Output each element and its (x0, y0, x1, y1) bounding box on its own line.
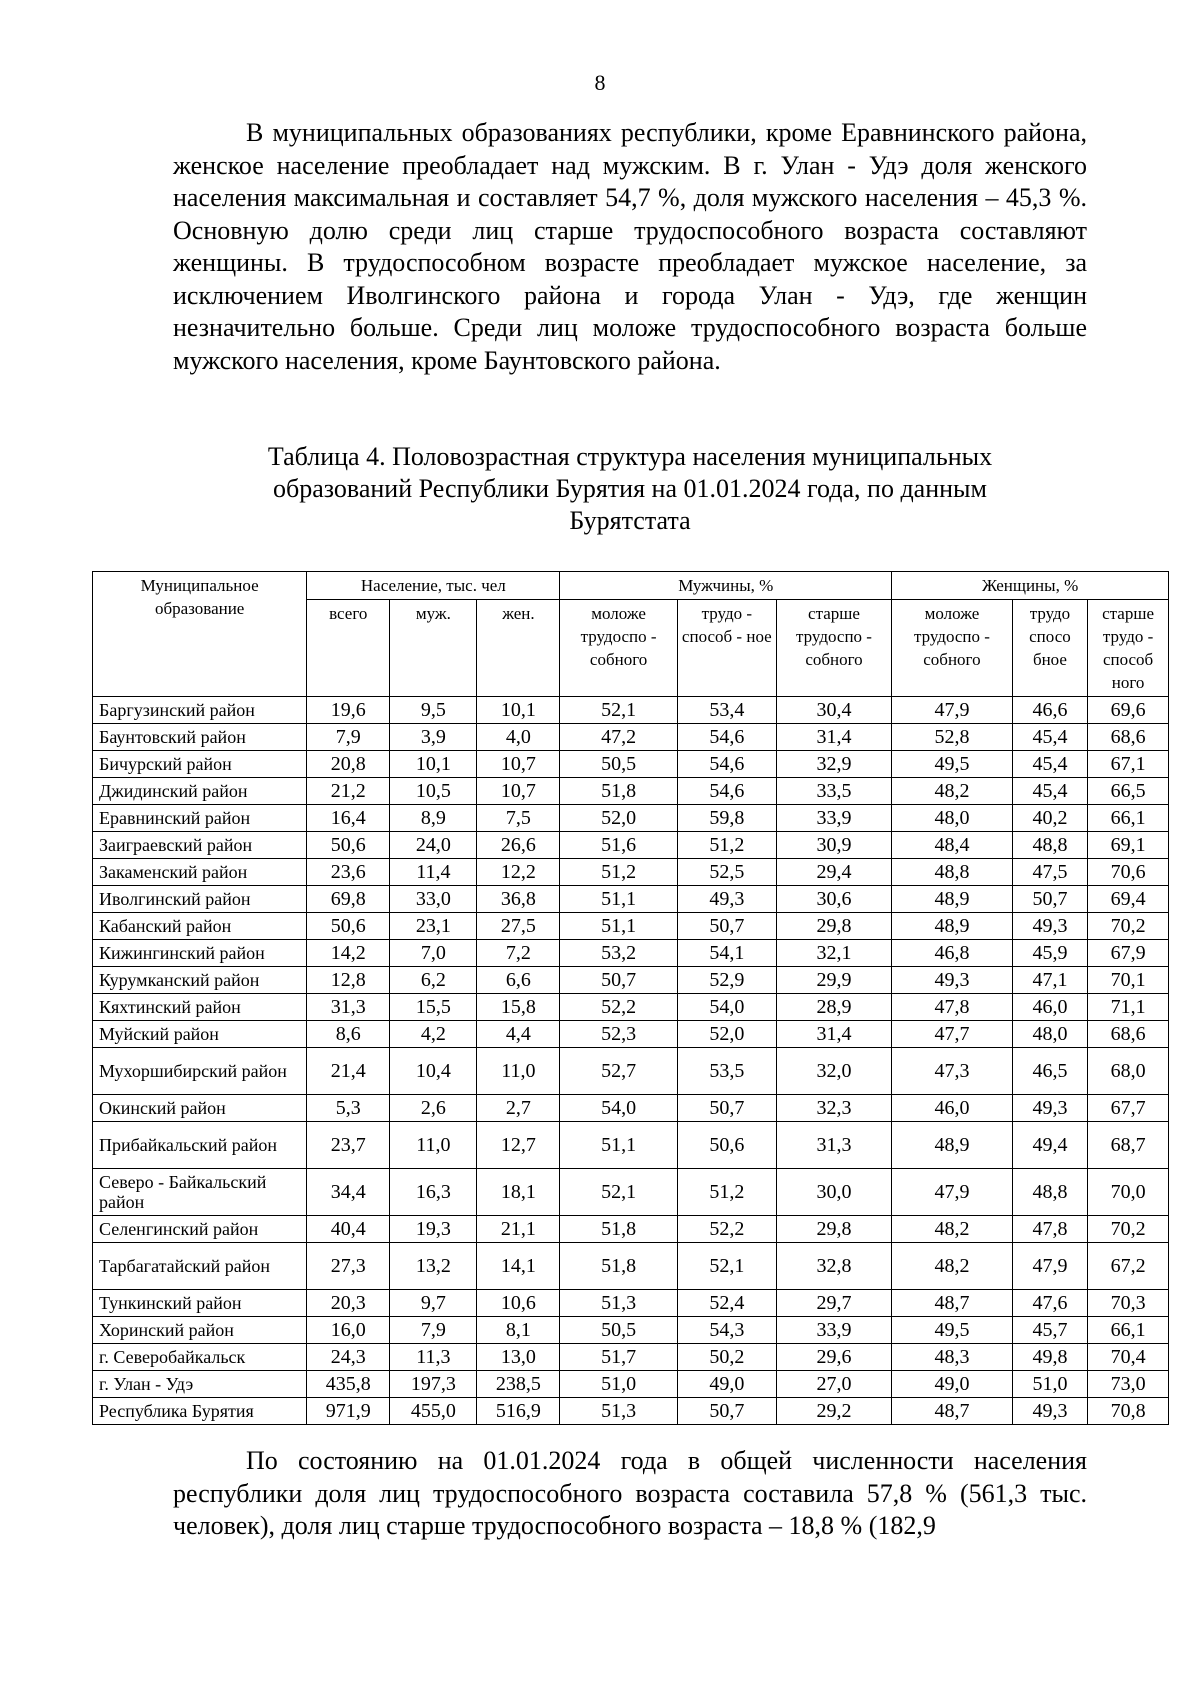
value-cell: 69,4 (1088, 886, 1169, 913)
value-cell: 49,3 (677, 886, 776, 913)
value-cell: 2,6 (390, 1095, 477, 1122)
value-cell: 52,1 (560, 1169, 677, 1216)
value-cell: 47,5 (1012, 859, 1087, 886)
value-cell: 10,7 (477, 778, 560, 805)
value-cell: 47,7 (892, 1021, 1013, 1048)
value-cell: 68,7 (1088, 1122, 1169, 1169)
value-cell: 28,9 (776, 994, 891, 1021)
value-cell: 51,8 (560, 778, 677, 805)
value-cell: 29,8 (776, 1216, 891, 1243)
value-cell: 11,4 (390, 859, 477, 886)
value-cell: 7,5 (477, 805, 560, 832)
value-cell: 8,9 (390, 805, 477, 832)
value-cell: 12,7 (477, 1122, 560, 1169)
municipality-name-cell: Баунтовский район (93, 724, 307, 751)
table-row (93, 1290, 1169, 1317)
value-cell: 52,7 (560, 1048, 677, 1095)
value-cell: 971,9 (307, 1398, 390, 1425)
value-cell: 6,6 (477, 967, 560, 994)
value-cell: 50,5 (560, 1317, 677, 1344)
municipality-name-cell: Курумканский район (93, 967, 307, 994)
value-cell: 29,6 (776, 1344, 891, 1371)
table-row (93, 1243, 1169, 1290)
value-cell: 51,6 (560, 832, 677, 859)
subheader-men-working: трудо - способ - ное (677, 600, 776, 697)
value-cell: 10,1 (390, 751, 477, 778)
value-cell: 51,8 (560, 1243, 677, 1290)
value-cell: 52,1 (677, 1243, 776, 1290)
table-row (93, 832, 1169, 859)
value-cell: 73,0 (1088, 1371, 1169, 1398)
value-cell: 68,0 (1088, 1048, 1169, 1095)
value-cell: 54,6 (677, 778, 776, 805)
value-cell: 40,4 (307, 1216, 390, 1243)
value-cell: 45,4 (1012, 751, 1087, 778)
value-cell: 24,3 (307, 1344, 390, 1371)
value-cell: 51,2 (560, 859, 677, 886)
value-cell: 45,4 (1012, 724, 1087, 751)
value-cell: 50,5 (560, 751, 677, 778)
value-cell: 48,7 (892, 1398, 1013, 1425)
value-cell: 455,0 (390, 1398, 477, 1425)
table-row (93, 1095, 1169, 1122)
subheader-women-young: моложе трудоспо - собного (892, 600, 1013, 697)
value-cell: 45,7 (1012, 1317, 1087, 1344)
value-cell: 51,3 (560, 1290, 677, 1317)
value-cell: 67,7 (1088, 1095, 1169, 1122)
municipality-name-cell: Республика Бурятия (93, 1398, 307, 1425)
table-row (93, 1371, 1169, 1398)
value-cell: 20,3 (307, 1290, 390, 1317)
value-cell: 23,7 (307, 1122, 390, 1169)
municipality-name-cell: Кабанский район (93, 913, 307, 940)
header-municipality: Муниципальное образование (93, 572, 307, 697)
value-cell: 49,8 (1012, 1344, 1087, 1371)
value-cell: 50,7 (677, 913, 776, 940)
value-cell: 33,5 (776, 778, 891, 805)
table-row (93, 1169, 1169, 1216)
table-row (93, 1398, 1169, 1425)
table-row (93, 1021, 1169, 1048)
municipality-name-cell: Северо - Байкальский район (93, 1169, 307, 1216)
value-cell: 52,2 (560, 994, 677, 1021)
value-cell: 54,6 (677, 751, 776, 778)
value-cell: 68,6 (1088, 1021, 1169, 1048)
value-cell: 70,4 (1088, 1344, 1169, 1371)
value-cell: 40,2 (1012, 805, 1087, 832)
value-cell: 52,8 (892, 724, 1013, 751)
value-cell: 13,2 (390, 1243, 477, 1290)
value-cell: 13,0 (477, 1344, 560, 1371)
subheader-female: жен. (477, 600, 560, 697)
municipality-name-cell: Иволгинский район (93, 886, 307, 913)
value-cell: 67,2 (1088, 1243, 1169, 1290)
value-cell: 70,2 (1088, 913, 1169, 940)
municipality-name-cell: Хоринский район (93, 1317, 307, 1344)
value-cell: 24,0 (390, 832, 477, 859)
value-cell: 51,8 (560, 1216, 677, 1243)
value-cell: 49,5 (892, 751, 1013, 778)
value-cell: 32,1 (776, 940, 891, 967)
value-cell: 47,8 (892, 994, 1013, 1021)
value-cell: 49,0 (892, 1371, 1013, 1398)
header-women: Женщины, % (892, 572, 1169, 600)
value-cell: 32,8 (776, 1243, 891, 1290)
value-cell: 516,9 (477, 1398, 560, 1425)
value-cell: 47,9 (1012, 1243, 1087, 1290)
value-cell: 30,0 (776, 1169, 891, 1216)
municipality-name-cell: Еравнинский район (93, 805, 307, 832)
value-cell: 52,5 (677, 859, 776, 886)
value-cell: 32,0 (776, 1048, 891, 1095)
value-cell: 48,7 (892, 1290, 1013, 1317)
municipality-name-cell: Заиграевский район (93, 832, 307, 859)
value-cell: 16,3 (390, 1169, 477, 1216)
value-cell: 51,0 (1012, 1371, 1087, 1398)
value-cell: 51,3 (560, 1398, 677, 1425)
value-cell: 7,0 (390, 940, 477, 967)
table-row (93, 967, 1169, 994)
table-row (93, 805, 1169, 832)
value-cell: 50,6 (307, 832, 390, 859)
value-cell: 45,9 (1012, 940, 1087, 967)
value-cell: 46,8 (892, 940, 1013, 967)
value-cell: 52,9 (677, 967, 776, 994)
header-population: Население, тыс. чел (307, 572, 560, 600)
value-cell: 7,2 (477, 940, 560, 967)
value-cell: 47,9 (892, 697, 1013, 724)
value-cell: 48,9 (892, 886, 1013, 913)
value-cell: 16,0 (307, 1317, 390, 1344)
value-cell: 8,1 (477, 1317, 560, 1344)
value-cell: 51,1 (560, 913, 677, 940)
value-cell: 19,3 (390, 1216, 477, 1243)
value-cell: 54,3 (677, 1317, 776, 1344)
header-men: Мужчины, % (560, 572, 892, 600)
subheader-men-young: моложе трудоспо - собного (560, 600, 677, 697)
value-cell: 70,2 (1088, 1216, 1169, 1243)
value-cell: 50,7 (677, 1095, 776, 1122)
value-cell: 197,3 (390, 1371, 477, 1398)
value-cell: 11,3 (390, 1344, 477, 1371)
value-cell: 70,8 (1088, 1398, 1169, 1425)
value-cell: 4,0 (477, 724, 560, 751)
value-cell: 10,5 (390, 778, 477, 805)
value-cell: 27,0 (776, 1371, 891, 1398)
value-cell: 27,3 (307, 1243, 390, 1290)
value-cell: 66,1 (1088, 805, 1169, 832)
value-cell: 33,0 (390, 886, 477, 913)
value-cell: 49,3 (1012, 913, 1087, 940)
table-row (93, 778, 1169, 805)
value-cell: 48,8 (892, 859, 1013, 886)
value-cell: 48,0 (892, 805, 1013, 832)
value-cell: 66,1 (1088, 1317, 1169, 1344)
table-row (93, 859, 1169, 886)
value-cell: 50,7 (677, 1398, 776, 1425)
value-cell: 33,9 (776, 805, 891, 832)
intro-paragraph: В муниципальных образованиях республики, кроме Еравнинского района, женское население преобладает над мужским. В г. Улан - Удэ доля женского населения максимальная и составляет 54,7 %, доля мужского населения – 45,3 %. Основную долю среди лиц старше трудоспособного возраста составляют женщины. В трудоспособном возрасте преобладает мужское население, за исключением Иволгинского района и города Улан - Удэ, где женщин незначительно больше. Среди лиц моложе трудоспособного возраста больше мужского населения, кроме Баунтовского района. (173, 118, 1087, 375)
value-cell: 51,1 (560, 886, 677, 913)
value-cell: 47,6 (1012, 1290, 1087, 1317)
value-cell: 48,9 (892, 1122, 1013, 1169)
table-caption (200, 441, 1060, 537)
value-cell: 53,5 (677, 1048, 776, 1095)
value-cell: 3,9 (390, 724, 477, 751)
value-cell: 48,2 (892, 1216, 1013, 1243)
value-cell: 8,6 (307, 1021, 390, 1048)
value-cell: 14,2 (307, 940, 390, 967)
value-cell: 36,8 (477, 886, 560, 913)
subheader-male: муж. (390, 600, 477, 697)
value-cell: 53,2 (560, 940, 677, 967)
value-cell: 27,5 (477, 913, 560, 940)
value-cell: 9,7 (390, 1290, 477, 1317)
value-cell: 54,0 (560, 1095, 677, 1122)
value-cell: 7,9 (390, 1317, 477, 1344)
value-cell: 31,4 (776, 724, 891, 751)
value-cell: 47,9 (892, 1169, 1013, 1216)
value-cell: 11,0 (477, 1048, 560, 1095)
value-cell: 15,5 (390, 994, 477, 1021)
value-cell: 49,4 (1012, 1122, 1087, 1169)
value-cell: 49,5 (892, 1317, 1013, 1344)
value-cell: 51,0 (560, 1371, 677, 1398)
value-cell: 29,7 (776, 1290, 891, 1317)
table-row (93, 697, 1169, 724)
value-cell: 34,4 (307, 1169, 390, 1216)
table-caption-line-2: образований Республики Бурятия на 01.01.2024 года, по данным (273, 474, 987, 503)
municipality-name-cell: Тарбагатайский район (93, 1243, 307, 1290)
municipality-name-cell: Селенгинский район (93, 1216, 307, 1243)
value-cell: 31,4 (776, 1021, 891, 1048)
value-cell: 12,8 (307, 967, 390, 994)
value-cell: 48,8 (1012, 1169, 1087, 1216)
value-cell: 10,1 (477, 697, 560, 724)
value-cell: 50,2 (677, 1344, 776, 1371)
value-cell: 4,4 (477, 1021, 560, 1048)
value-cell: 50,7 (560, 967, 677, 994)
value-cell: 15,8 (477, 994, 560, 1021)
value-cell: 70,1 (1088, 967, 1169, 994)
value-cell: 71,1 (1088, 994, 1169, 1021)
value-cell: 67,1 (1088, 751, 1169, 778)
value-cell: 30,4 (776, 697, 891, 724)
value-cell: 48,4 (892, 832, 1013, 859)
value-cell: 47,8 (1012, 1216, 1087, 1243)
value-cell: 23,6 (307, 859, 390, 886)
value-cell: 49,3 (892, 967, 1013, 994)
value-cell: 45,4 (1012, 778, 1087, 805)
table-row (93, 994, 1169, 1021)
value-cell: 48,3 (892, 1344, 1013, 1371)
subheader-women-working: трудо спосо бное (1012, 600, 1087, 697)
municipality-name-cell: Прибайкальский район (93, 1122, 307, 1169)
value-cell: 47,3 (892, 1048, 1013, 1095)
value-cell: 50,6 (677, 1122, 776, 1169)
subheader-total: всего (307, 600, 390, 697)
value-cell: 238,5 (477, 1371, 560, 1398)
value-cell: 48,2 (892, 778, 1013, 805)
subheader-women-old: старше трудо - способ ного (1088, 600, 1169, 697)
value-cell: 54,1 (677, 940, 776, 967)
value-cell: 10,4 (390, 1048, 477, 1095)
value-cell: 50,7 (1012, 886, 1087, 913)
value-cell: 52,2 (677, 1216, 776, 1243)
value-cell: 53,4 (677, 697, 776, 724)
value-cell: 48,9 (892, 913, 1013, 940)
value-cell: 47,2 (560, 724, 677, 751)
value-cell: 9,5 (390, 697, 477, 724)
value-cell: 29,8 (776, 913, 891, 940)
value-cell: 20,8 (307, 751, 390, 778)
value-cell: 66,5 (1088, 778, 1169, 805)
value-cell: 33,9 (776, 1317, 891, 1344)
value-cell: 54,0 (677, 994, 776, 1021)
table-row (93, 940, 1169, 967)
value-cell: 48,0 (1012, 1021, 1087, 1048)
value-cell: 10,6 (477, 1290, 560, 1317)
value-cell: 70,0 (1088, 1169, 1169, 1216)
municipality-name-cell: Окинский район (93, 1095, 307, 1122)
value-cell: 46,5 (1012, 1048, 1087, 1095)
table-row (93, 1216, 1169, 1243)
value-cell: 14,1 (477, 1243, 560, 1290)
page-number: 8 (594, 70, 606, 95)
value-cell: 47,1 (1012, 967, 1087, 994)
table-row (93, 913, 1169, 940)
municipality-name-cell: Джидинский район (93, 778, 307, 805)
table-body (93, 697, 1169, 1425)
value-cell: 30,9 (776, 832, 891, 859)
value-cell: 54,6 (677, 724, 776, 751)
value-cell: 32,3 (776, 1095, 891, 1122)
value-cell: 21,2 (307, 778, 390, 805)
municipality-name-cell: г. Улан - Удэ (93, 1371, 307, 1398)
value-cell: 51,2 (677, 1169, 776, 1216)
value-cell: 29,4 (776, 859, 891, 886)
value-cell: 52,1 (560, 697, 677, 724)
value-cell: 52,0 (560, 805, 677, 832)
municipality-name-cell: Кяхтинский район (93, 994, 307, 1021)
municipality-name-cell: Тункинский район (93, 1290, 307, 1317)
value-cell: 31,3 (307, 994, 390, 1021)
value-cell: 29,2 (776, 1398, 891, 1425)
value-cell: 23,1 (390, 913, 477, 940)
table-caption-line-3: Бурятстата (569, 506, 691, 535)
value-cell: 21,4 (307, 1048, 390, 1095)
municipality-name-cell: Кижингинский район (93, 940, 307, 967)
value-cell: 50,6 (307, 913, 390, 940)
value-cell: 67,9 (1088, 940, 1169, 967)
table-row (93, 1122, 1169, 1169)
municipality-name-cell: Мухоршибирский район (93, 1048, 307, 1095)
value-cell: 52,3 (560, 1021, 677, 1048)
value-cell: 435,8 (307, 1371, 390, 1398)
value-cell: 31,3 (776, 1122, 891, 1169)
municipality-name-cell: Баргузинский район (93, 697, 307, 724)
value-cell: 30,6 (776, 886, 891, 913)
value-cell: 49,3 (1012, 1095, 1087, 1122)
table-row (93, 724, 1169, 751)
closing-paragraph: По состоянию на 01.01.2024 года в общей численности населения республики доля лиц трудоспособного возраста составила 57,8 % (561,3 тыс. человек), доля лиц старше трудоспособного возраста – 18,8 % (182,9 (173, 1446, 1087, 1540)
table-row (93, 886, 1169, 913)
table-row (93, 1048, 1169, 1095)
value-cell: 16,4 (307, 805, 390, 832)
municipality-name-cell: г. Северобайкальск (93, 1344, 307, 1371)
value-cell: 69,6 (1088, 697, 1169, 724)
value-cell: 70,6 (1088, 859, 1169, 886)
value-cell: 48,8 (1012, 832, 1087, 859)
value-cell: 51,1 (560, 1122, 677, 1169)
value-cell: 6,2 (390, 967, 477, 994)
value-cell: 11,0 (390, 1122, 477, 1169)
table-row (93, 751, 1169, 778)
table-row (93, 1344, 1169, 1371)
value-cell: 52,4 (677, 1290, 776, 1317)
value-cell: 18,1 (477, 1169, 560, 1216)
value-cell: 2,7 (477, 1095, 560, 1122)
value-cell: 46,0 (1012, 994, 1087, 1021)
value-cell: 68,6 (1088, 724, 1169, 751)
value-cell: 10,7 (477, 751, 560, 778)
population-structure-table (92, 571, 1169, 1425)
value-cell: 49,0 (677, 1371, 776, 1398)
value-cell: 5,3 (307, 1095, 390, 1122)
value-cell: 29,9 (776, 967, 891, 994)
subheader-men-old: старше трудоспо - собного (776, 600, 891, 697)
value-cell: 7,9 (307, 724, 390, 751)
value-cell: 21,1 (477, 1216, 560, 1243)
municipality-name-cell: Муйский район (93, 1021, 307, 1048)
value-cell: 51,7 (560, 1344, 677, 1371)
value-cell: 70,3 (1088, 1290, 1169, 1317)
table-caption-line-1: Таблица 4. Половозрастная структура населения муниципальных (267, 442, 993, 471)
table-row (93, 1317, 1169, 1344)
municipality-name-cell: Бичурский район (93, 751, 307, 778)
value-cell: 69,8 (307, 886, 390, 913)
value-cell: 51,2 (677, 832, 776, 859)
value-cell: 12,2 (477, 859, 560, 886)
value-cell: 32,9 (776, 751, 891, 778)
value-cell: 48,2 (892, 1243, 1013, 1290)
value-cell: 46,6 (1012, 697, 1087, 724)
value-cell: 26,6 (477, 832, 560, 859)
value-cell: 49,3 (1012, 1398, 1087, 1425)
value-cell: 46,0 (892, 1095, 1013, 1122)
value-cell: 19,6 (307, 697, 390, 724)
municipality-name-cell: Закаменский район (93, 859, 307, 886)
value-cell: 69,1 (1088, 832, 1169, 859)
value-cell: 59,8 (677, 805, 776, 832)
value-cell: 52,0 (677, 1021, 776, 1048)
value-cell: 4,2 (390, 1021, 477, 1048)
